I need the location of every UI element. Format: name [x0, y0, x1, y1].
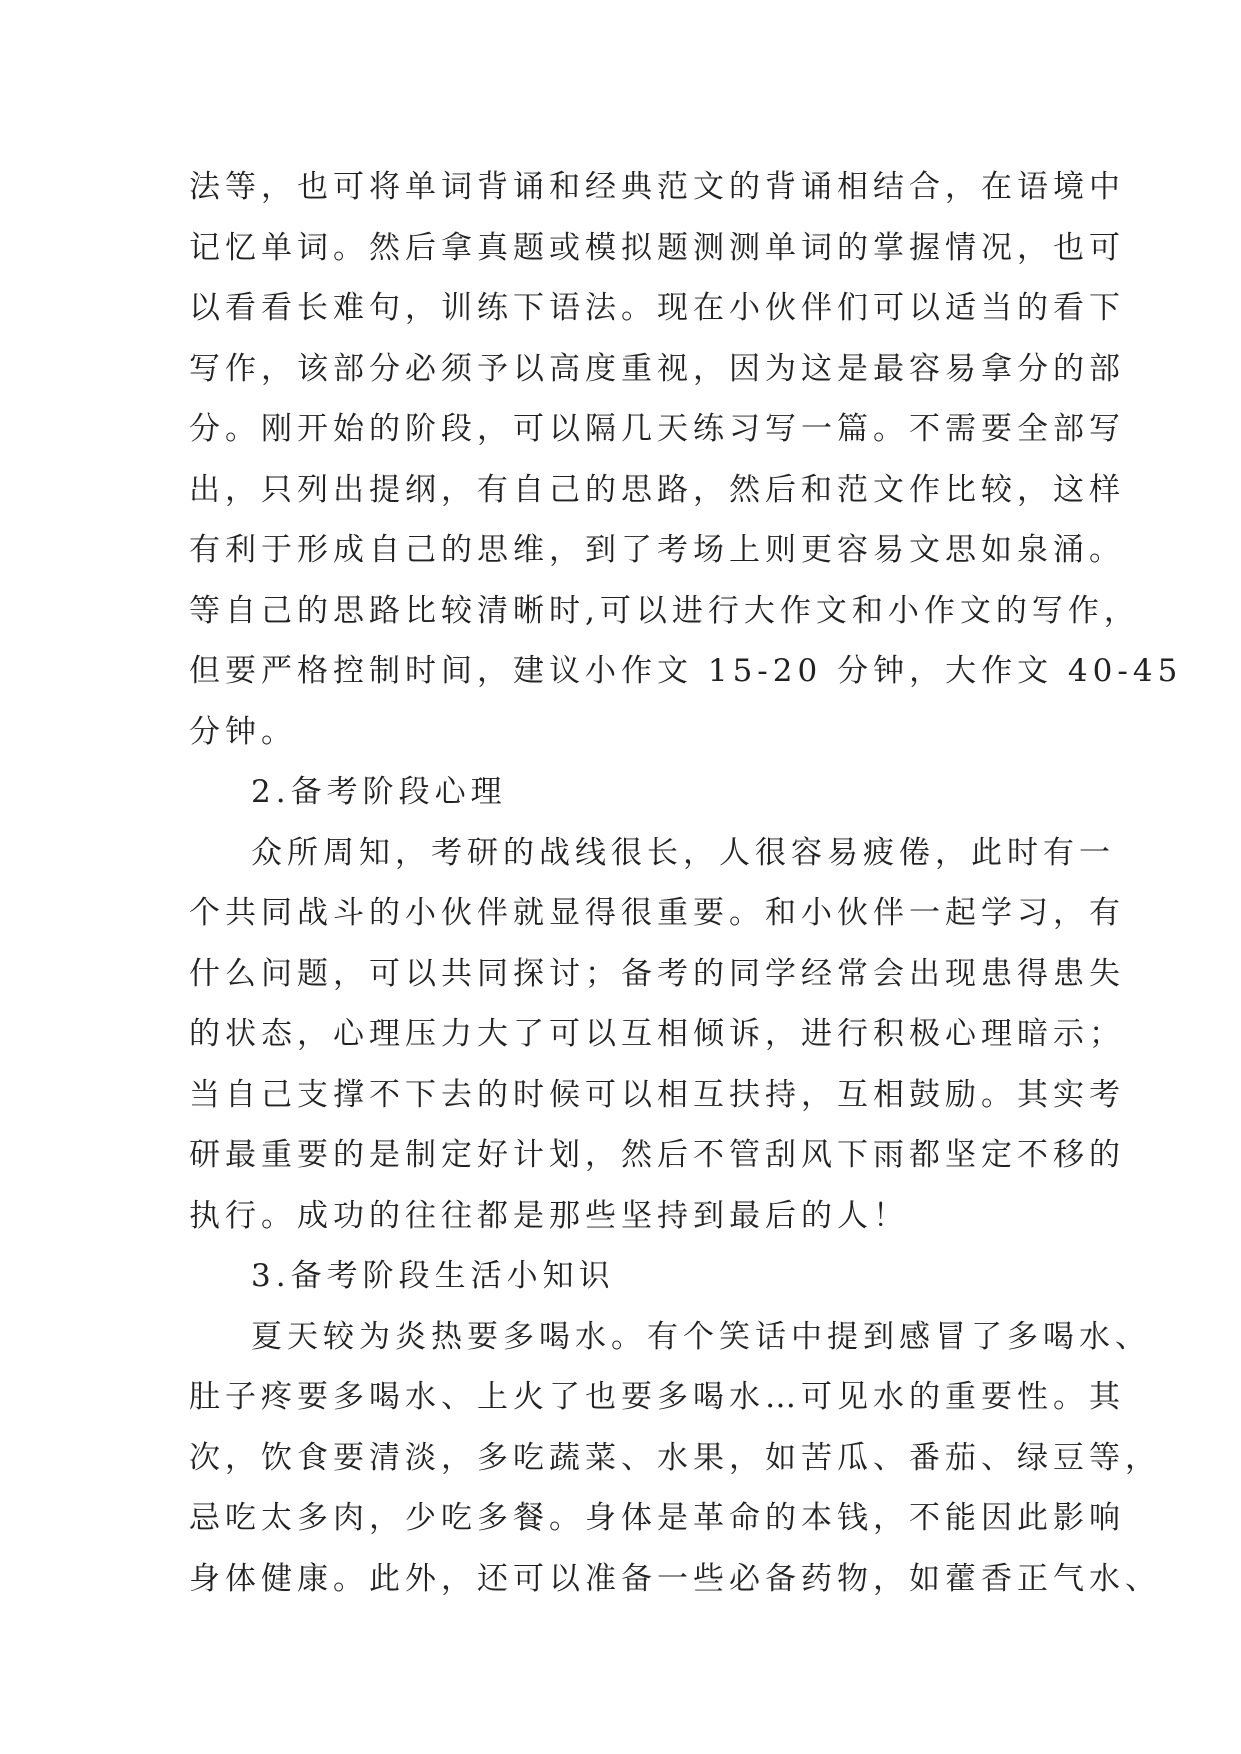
text-line: 个共同战斗的小伙伴就显得很重要。和小伙伴一起学习，有 [189, 895, 1125, 931]
text-line: 什么问题，可以共同探讨；备考的同学经常会出现患得患失 [189, 955, 1125, 992]
text-line: 记忆单词。然后拿真题或模拟题测测单词的掌握情况，也可 [189, 229, 1125, 266]
text-line: 的状态，心理压力大了可以互相倾诉，进行积极心理暗示； [189, 1016, 1125, 1052]
text-line: 分。刚开始的阶段，可以隔几天练习写一篇。不需要全部写 [189, 411, 1125, 447]
text-line: 研最重要的是制定好计划，然后不管刮风下雨都坚定不移的 [189, 1137, 1125, 1173]
text-line: 等自己的思路比较清晰时,可以进行大作文和小作文的写作， [189, 592, 1140, 629]
paragraph-psychology [189, 823, 1125, 1247]
text-line: 众所周知，考研的战线很长，人很容易疲倦，此时有一 [251, 834, 1115, 871]
text-line: 肚子疼要多喝水、上火了也要多喝水…可见水的重要性。其 [189, 1379, 1125, 1415]
section-heading-life-tips: 3.备考阶段生活小知识 [251, 1258, 615, 1294]
paragraph-life-tips [189, 1307, 1161, 1610]
text-line: 次，饮食要清淡，多吃蔬菜、水果，如苦瓜、番茄、绿豆等， [189, 1439, 1161, 1476]
text-line: 但要严格控制时间，建议小作文 15-20 分钟，大作文 40-45 [189, 653, 1183, 689]
text-line: 有利于形成自己的思维，到了考场上则更容易文思如泉涌。 [189, 532, 1125, 568]
section-heading-psychology: 2.备考阶段心理 [251, 774, 507, 810]
text-line: 当自己支撑不下去的时候可以相互扶持，互相鼓励。其实考 [189, 1076, 1125, 1113]
text-line: 夏天较为炎热要多喝水。有个笑话中提到感冒了多喝水、 [251, 1318, 1151, 1355]
paragraph-study-plan [189, 157, 1183, 762]
text-line: 法等，也可将单词背诵和经典范文的背诵相结合，在语境中 [189, 169, 1125, 205]
text-line: 忌吃太多肉，少吃多餐。身体是革命的本钱，不能因此影响 [189, 1500, 1125, 1536]
text-line: 以看看长难句，训练下语法。现在小伙伴们可以适当的看下 [189, 290, 1125, 326]
text-line: 写作，该部分必须予以高度重视，因为这是最容易拿分的部 [189, 350, 1125, 387]
text-line: 分钟。 [189, 713, 297, 750]
text-line: 身体健康。此外，还可以准备一些必备药物，如藿香正气水、 [189, 1560, 1161, 1597]
document-page [189, 157, 1183, 1609]
text-line: 出，只列出提纲，有自己的思路，然后和范文作比较，这样 [189, 471, 1125, 508]
text-line: 执行。成功的往往都是那些坚持到最后的人！ [189, 1197, 909, 1234]
